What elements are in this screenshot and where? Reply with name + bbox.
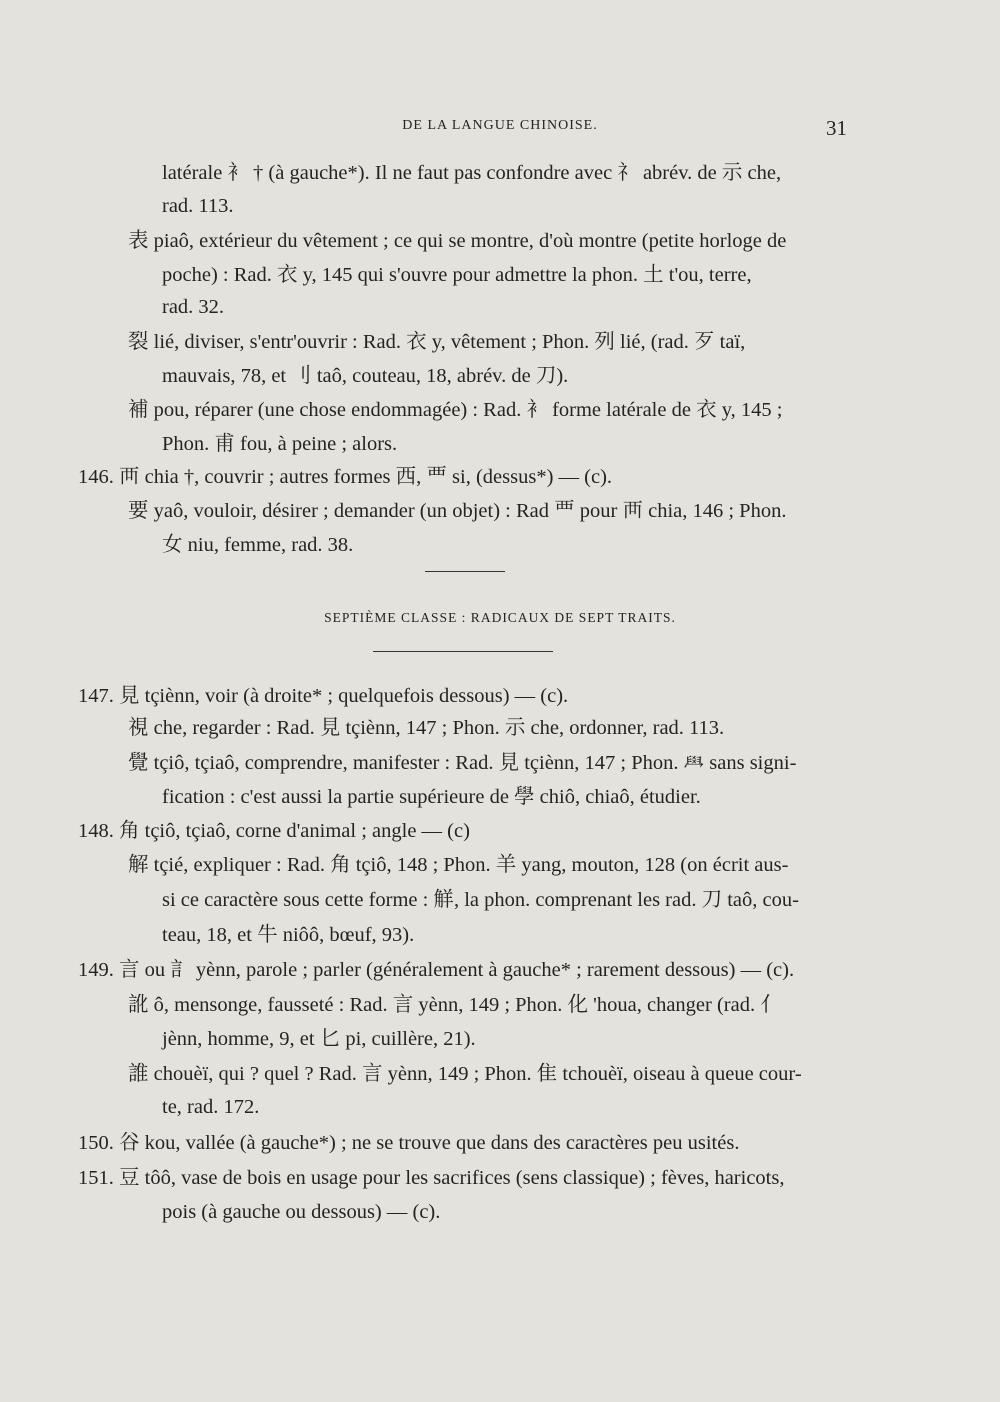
text-line: 誰 chouèï, qui ? quel ? Rad. 言 yènn, 149 ; Phon. 隹 tchouèï, oiseau à queue cour- (128, 1063, 802, 1085)
divider-rule (425, 571, 505, 572)
text-line: rad. 113. (162, 195, 234, 217)
page-number: 31 (826, 116, 847, 140)
text-line: 151. 豆 tôô, vase de bois en usage pour les sacrifices (sens classique) ; fèves, haricots, (78, 1167, 785, 1189)
text-line: rad. 32. (162, 296, 225, 318)
text-line: 146. 襾 chia †, couvrir ; autres formes 西, 覀 si, (dessus*) — (c). (78, 466, 613, 488)
text-line: 150. 谷 kou, vallée (à gauche*) ; ne se trouve que dans des caractères peu usités. (78, 1132, 740, 1154)
text-line: Phon. 甫 fou, à peine ; alors. (162, 433, 398, 455)
text-line: poche) : Rad. 衣 y, 145 qui s'ouvre pour admettre la phon. 土 t'ou, terre, (162, 264, 752, 286)
text-line: 表 piaô, extérieur du vêtement ; ce qui se montre, d'où montre (petite horloge de (128, 230, 787, 252)
text-line: 女 niu, femme, rad. 38. (162, 534, 354, 556)
text-line: 148. 角 tçiô, tçiaô, corne d'animal ; angle — (c) (78, 820, 470, 842)
text-line: mauvais, 78, et 刂 taô, couteau, 18, abrév. de 刀). (162, 365, 569, 387)
text-line: 訛 ô, mensonge, fausseté : Rad. 言 yènn, 149 ; Phon. 化 'houa, changer (rad. 亻 (128, 994, 781, 1016)
divider-rule (373, 651, 553, 652)
text-line: pois (à gauche ou dessous) — (c). (162, 1201, 441, 1223)
section-title: SEPTIÈME CLASSE : RADICAUX DE SEPT TRAITS. (324, 610, 676, 625)
text-line: 解 tçié, expliquer : Rad. 角 tçiô, 148 ; Phon. 羊 yang, mouton, 128 (on écrit aus- (128, 854, 789, 876)
text-line: 要 yaô, vouloir, désirer ; demander (un objet) : Rad 覀 pour 襾 chia, 146 ; Phon. (128, 500, 787, 522)
text-line: teau, 18, et 牛 niôô, bœuf, 93). (162, 924, 415, 946)
text-line: te, rad. 172. (162, 1096, 260, 1118)
running-head: DE LA LANGUE CHINOISE. (402, 118, 598, 133)
text-line: latérale 衤 † (à gauche*). Il ne faut pas confondre avec 礻 abrév. de 示 che, (162, 162, 782, 184)
text-line: 視 che, regarder : Rad. 見 tçiènn, 147 ; Phon. 示 che, ordonner, rad. 113. (128, 717, 725, 739)
text-line: 補 pou, réparer (une chose endommagée) : Rad. 衤 forme latérale de 衣 y, 145 ; (128, 399, 783, 421)
text-line: 覺 tçiô, tçiaô, comprendre, manifester : Rad. 見 tçiènn, 147 ; Phon. 𦥯 sans signi- (128, 752, 797, 774)
text-line: 149. 言 ou 訁 yènn, parole ; parler (généralement à gauche* ; rarement dessous) — (c). (78, 959, 795, 981)
text-line: si ce caractère sous cette forme : 觧, la phon. comprenant les rad. 刀 taô, cou- (162, 889, 799, 911)
text-line: fication : c'est aussi la partie supérieure de 學 chiô, chiaô, étudier. (162, 786, 701, 808)
text-line: 147. 見 tçiènn, voir (à droite* ; quelquefois dessous) — (c). (78, 685, 569, 707)
text-line: jènn, homme, 9, et 匕 pi, cuillère, 21). (162, 1028, 476, 1050)
text-line: 裂 lié, diviser, s'entr'ouvrir : Rad. 衣 y, vêtement ; Phon. 列 lié, (rad. 歹 taï, (128, 331, 746, 353)
